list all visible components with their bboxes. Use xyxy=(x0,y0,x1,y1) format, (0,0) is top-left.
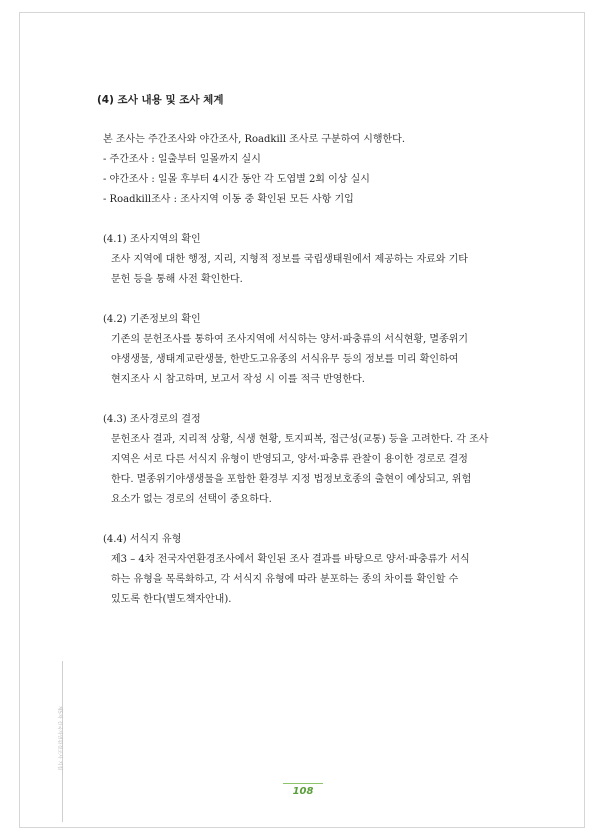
paragraph-line: 있도록 한다(별도책자안내). xyxy=(111,594,232,605)
intro-line: - Roadkill조사 : 조사지역 이동 중 확인된 모든 사항 기입 xyxy=(103,194,354,205)
subsection-paragraph xyxy=(111,430,529,510)
section-title: (4) 조사 내용 및 조사 체계 xyxy=(97,94,224,106)
sidebar-running-title: 제5차 전국자연환경조사 지침 xyxy=(56,705,63,771)
paragraph-line: 조사 지역에 대한 행정, 지리, 지형적 정보를 국립생태원에서 제공하는 자료와 기타 xyxy=(111,254,468,265)
page-number: 108 xyxy=(283,783,323,797)
intro-line: - 야간조사 : 일몰 후부터 4시간 동안 각 도엽별 2회 이상 실시 xyxy=(103,174,370,185)
intro-line: - 주간조사 : 일출부터 일몰까지 실시 xyxy=(103,154,261,165)
subsection-heading: (4.1) 조사지역의 확인 xyxy=(103,234,201,245)
subsection-paragraph xyxy=(111,550,529,610)
document-body xyxy=(97,92,529,610)
paragraph-line: 문헌조사 결과, 지리적 상황, 식생 현황, 토지피복, 접근성(교통) 등을 고려한다. 각 조사 xyxy=(111,434,489,445)
paragraph-line: 야생생물, 생태계교란생물, 한반도고유종의 서식유무 등의 정보를 미리 확인하여 xyxy=(111,354,459,365)
intro-line: 본 조사는 주간조사와 야간조사, Roadkill 조사로 구분하여 시행한다. xyxy=(103,134,406,145)
intro-block xyxy=(103,130,529,210)
subsection-paragraph xyxy=(111,250,529,290)
subsection-4-2 xyxy=(97,310,529,390)
paragraph-line: 기존의 문헌조사를 통하여 조사지역에 서식하는 양서·파충류의 서식현황, 멸종위기 xyxy=(111,334,469,345)
paragraph-line: 한다. 멸종위기야생생물을 포함한 환경부 지정 법정보호종의 출현이 예상되고, 위험 xyxy=(111,474,472,485)
paragraph-line: 하는 유형을 목록화하고, 각 서식지 유형에 따라 분포하는 종의 차이를 확인할 수 xyxy=(111,574,459,585)
paragraph-line: 제3 – 4차 전국자연환경조사에서 확인된 조사 결과를 바탕으로 양서·파충류가 서식 xyxy=(111,554,470,565)
paragraph-line: 요소가 없는 경로의 선택이 중요하다. xyxy=(111,494,272,505)
subsection-4-1 xyxy=(97,230,529,290)
subsection-4-4 xyxy=(97,530,529,610)
paragraph-line: 지역은 서로 다른 서식지 유형이 반영되고, 양서·파충류 관찰이 용이한 경로로 결정 xyxy=(111,454,468,465)
subsection-paragraph xyxy=(111,330,529,390)
subsection-heading: (4.2) 기존정보의 확인 xyxy=(103,314,201,325)
subsection-heading: (4.3) 조사경로의 결정 xyxy=(103,414,201,425)
subsection-heading: (4.4) 서식지 유형 xyxy=(103,534,182,545)
subsection-4-3 xyxy=(97,410,529,510)
paragraph-line: 현지조사 시 참고하며, 보고서 작성 시 이를 적극 반영한다. xyxy=(111,374,365,385)
paragraph-line: 문헌 등을 통해 사전 확인한다. xyxy=(111,274,243,285)
